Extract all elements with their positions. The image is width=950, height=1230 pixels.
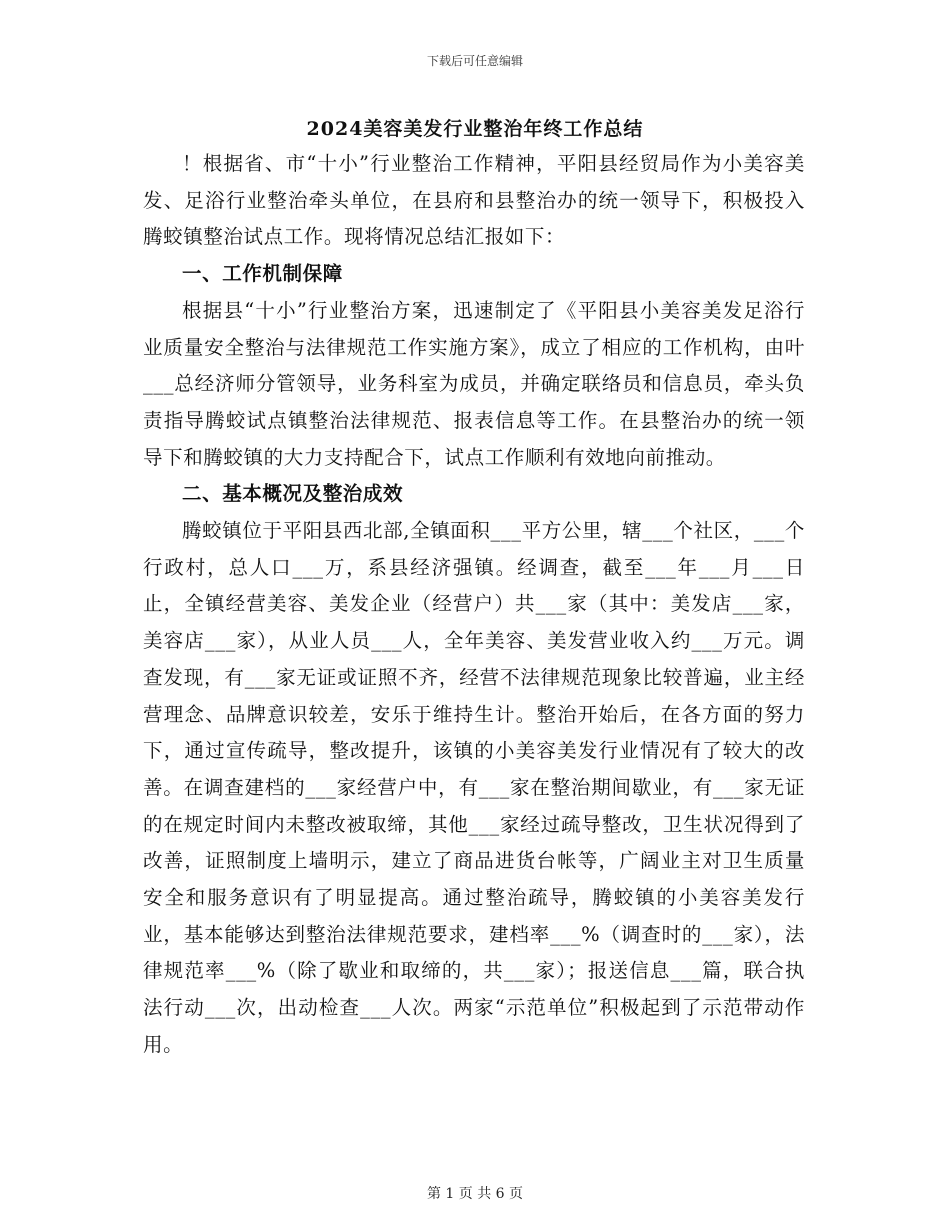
section-heading-2: 二、基本概况及整治成效 [182,482,404,506]
document-title: 2024美容美发行业整治年终工作总结 [306,118,644,140]
document-body [143,146,805,1064]
header-note: 下载后可任意编辑 [426,54,523,68]
section-paragraph-2: 腾蛟镇位于平阳县西北部,全镇面积___平方公里，辖___个社区，___个行政村，总人口___万，系县经济强镇。经调查，截至___年___月___日止，全镇经营美容、美发企业（经营户）共___家（其中：美发店___家，美容店___家），从业人员___人，全年美容、美发营业收入约___万元。调查发现，有___家无证或证照不齐，经营不法律规范现象比较普遍，业主经营理念、品牌意识较差，安乐于维持生计。整治开始后，在各方面的努力下，通过宣传疏导，整改提升，该镇的小美容美发行业情况有了较大的改善。在调查建档的___家经营户中，有___家在整治期间歇业，有___家无证的在规定时间内未整改被取缔，其他___家经过疏导整改，卫生状况得到了改善，证照制度上墙明示，建立了商品进货台帐等，广阔业主对卫生质量安全和服务意识有了明显提高。通过整治疏导，腾蛟镇的小美容美发行业，基本能够达到整治法律规范要求，建档率___%（调查时的___家），法律规范率___%（除了歇业和取缔的，共___家）；报送信息___篇，联合执法行动___次，出动检查___人次。两家“示范单位”积极起到了示范带动作用。 [143,519,805,1056]
section-heading-1: 一、工作机制保障 [182,262,343,286]
intro-paragraph: ！根据省、市“十小”行业整治工作精神，平阳县经贸局作为小美容美发、足浴行业整治牵头单位，在县府和县整治办的统一领导下，积极投入腾蛟镇整治试点工作。现将情况总结汇报如下： [143,152,805,249]
section-paragraph-1: 根据县“十小”行业整治方案，迅速制定了《平阳县小美容美发足浴行业质量安全整治与法律规范工作实施方案》，成立了相应的工作机构，由叶___总经济师分管领导，业务科室为成员，并确定联络员和信息员，牵头负责指导腾蛟试点镇整治法律规范、报表信息等工作。在县整治办的统一领导下和腾蛟镇的大力支持配合下，试点工作顺利有效地向前推动。 [143,298,805,469]
page-footer: 第 1 页 共 6 页 [426,1186,524,1202]
